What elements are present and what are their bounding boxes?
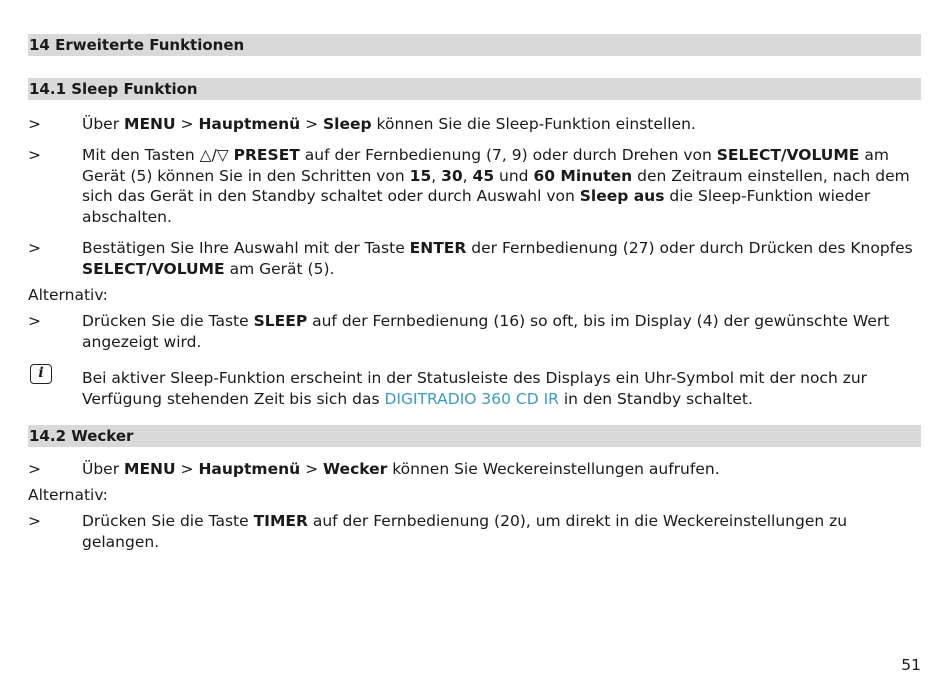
- bullet-marker: >: [28, 512, 41, 530]
- section-heading-14: 14 Erweiterte Funktionen: [28, 34, 921, 56]
- section-heading-14-1: 14.1 Sleep Funktion: [28, 78, 921, 100]
- sleep-alt-step-text: Drücken Sie die Taste SLEEP auf der Fernbedienung (16) so oft, bis im Display (4) der gewünschte Wert angezeigt wird.: [82, 312, 890, 351]
- sleep-step-1-text: Über MENU > Hauptmenü > Sleep können Sie die Sleep-Funktion einstellen.: [82, 115, 696, 133]
- page-number: 51: [901, 656, 921, 674]
- info-icon: i: [30, 364, 52, 384]
- sleep-step-2-text: Mit den Tasten △/▽ PRESET auf der Fernbedienung (7, 9) oder durch Drehen von SELECT/VOLUME am Gerät (5) können Sie in den Schritten von 15, 30, 45 und 60 Minuten den Zeitraum einstellen, nach dem sich das Gerät in den Standby schaltet oder durch Auswahl von Sleep aus die Sleep-Funktion wieder abschalten.: [82, 146, 910, 226]
- product-name-link: DIGITRADIO 360 CD IR: [384, 389, 559, 408]
- wecker-step-1-text: Über MENU > Hauptmenü > Wecker können Sie Weckereinstellungen aufrufen.: [82, 460, 720, 478]
- bullet-marker: >: [28, 115, 41, 133]
- bullet-marker: >: [28, 460, 41, 478]
- sleep-step-3-text: Bestätigen Sie Ihre Auswahl mit der Taste ENTER der Fernbedienung (27) oder durch Drücken des Knopfes SELECT/VOLUME am Gerät (5).: [82, 239, 913, 278]
- bullet-marker: >: [28, 239, 41, 257]
- alternativ-label: Alternativ:: [28, 486, 108, 504]
- wecker-alt-step-text: Drücken Sie die Taste TIMER auf der Fernbedienung (20), um direkt in die Weckereinstellungen zu gelangen.: [82, 512, 848, 551]
- bullet-marker: >: [28, 146, 41, 164]
- info-note-text: Bei aktiver Sleep-Funktion erscheint in der Statusleiste des Displays ein Uhr-Symbol mit der noch zur Verfügung stehenden Zeit bis sich das DIGITRADIO 360 CD IR in den Standby schaltet.: [82, 369, 868, 408]
- bullet-marker: >: [28, 312, 41, 330]
- section-heading-14-2: 14.2 Wecker: [28, 425, 921, 447]
- alternativ-label: Alternativ:: [28, 286, 108, 304]
